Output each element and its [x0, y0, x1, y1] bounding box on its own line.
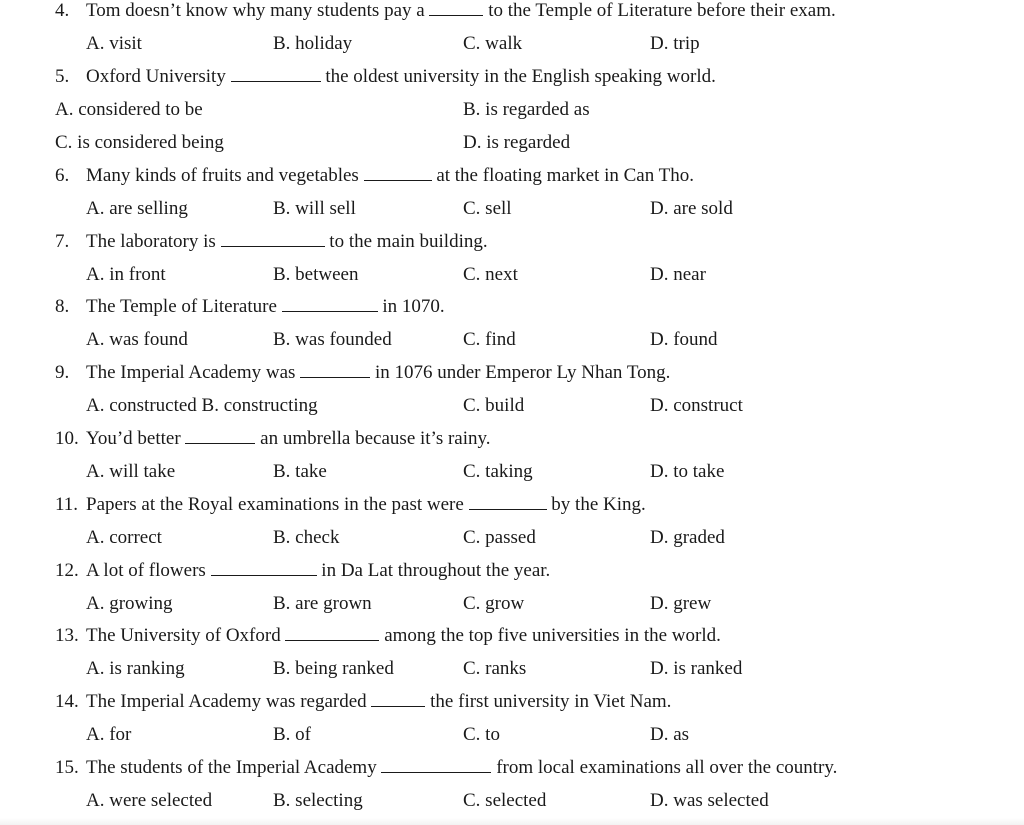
question-12-number: 12.	[55, 560, 79, 581]
question-9-number: 9.	[55, 362, 70, 383]
q13-option-b: B. being ranked	[273, 658, 394, 679]
q8-option-d: D. found	[650, 329, 718, 350]
page-bottom-edge	[0, 818, 1024, 825]
q8-option-b: B. was founded	[273, 329, 392, 350]
q7-option-d: D. near	[650, 264, 706, 285]
question-6-stem: Many kinds of fruits and vegetables at the floating market in Can Tho.	[86, 165, 694, 186]
q10-option-a: A. will take	[86, 461, 176, 482]
q8-option-a: A. was found	[86, 329, 188, 350]
q13-option-a: A. is ranking	[86, 658, 185, 679]
question-8-number: 8.	[55, 296, 70, 317]
question-10-stem: You’d better an umbrella because it’s rainy.	[86, 428, 491, 449]
q10-option-d: D. to take	[650, 461, 725, 482]
question-7-stem: The laboratory is to the main building.	[86, 231, 488, 252]
question-10-number: 10.	[55, 428, 79, 449]
q6-option-b: B. will sell	[273, 198, 356, 219]
q14-option-b: B. of	[273, 724, 311, 745]
question-15-number: 15.	[55, 757, 79, 778]
q4-option-b: B. holiday	[273, 33, 353, 54]
q14-option-d: D. as	[650, 724, 690, 745]
q7-option-c: C. next	[463, 264, 518, 285]
q5-option-b: B. is regarded as	[463, 99, 590, 120]
q7-option-b: B. between	[273, 264, 359, 285]
question-11-number: 11.	[55, 494, 79, 515]
q9-option-ab: A. constructed B. constructing	[86, 395, 318, 416]
q15-option-b: B. selecting	[273, 790, 363, 811]
q5-option-a: A. considered to be	[55, 99, 203, 120]
question-9-stem: The Imperial Academy was in 1076 under Emperor Ly Nhan Tong.	[86, 362, 671, 383]
q11-option-b: B. check	[273, 527, 340, 548]
q15-option-d: D. was selected	[650, 790, 769, 811]
q9-option-d: D. construct	[650, 395, 743, 416]
question-15-stem: The students of the Imperial Academy from local examinations all over the country.	[86, 757, 838, 778]
q5-option-d: D. is regarded	[463, 132, 571, 153]
question-5-number: 5.	[55, 66, 70, 87]
question-13-stem: The University of Oxford among the top five universities in the world.	[86, 625, 721, 646]
q7-option-a: A. in front	[86, 264, 166, 285]
q12-option-d: D. grew	[650, 593, 712, 614]
question-11-stem: Papers at the Royal examinations in the past were by the King.	[86, 494, 646, 515]
q13-option-c: C. ranks	[463, 658, 527, 679]
q4-option-c: C. walk	[463, 33, 523, 54]
q10-option-c: C. taking	[463, 461, 533, 482]
question-4-stem: Tom doesn’t know why many students pay a to the Temple of Literature before their exam.	[86, 0, 836, 21]
question-5-stem: Oxford University the oldest university in the English speaking world.	[86, 66, 716, 87]
question-14-number: 14.	[55, 691, 79, 712]
question-14-stem: The Imperial Academy was regarded the first university in Viet Nam.	[86, 691, 672, 712]
q6-option-a: A. are selling	[86, 198, 188, 219]
q14-option-a: A. for	[86, 724, 132, 745]
q12-option-c: C. grow	[463, 593, 525, 614]
q10-option-b: B. take	[273, 461, 327, 482]
question-13-number: 13.	[55, 625, 79, 646]
question-6-number: 6.	[55, 165, 70, 186]
q6-option-c: C. sell	[463, 198, 512, 219]
q11-option-c: C. passed	[463, 527, 536, 548]
q5-option-c: C. is considered being	[55, 132, 224, 153]
q11-option-d: D. graded	[650, 527, 725, 548]
question-4-number: 4.	[55, 0, 70, 21]
q12-option-a: A. growing	[86, 593, 173, 614]
q9-option-c: C. build	[463, 395, 525, 416]
question-8-stem: The Temple of Literature in 1070.	[86, 296, 445, 317]
q15-option-c: C. selected	[463, 790, 547, 811]
question-7-number: 7.	[55, 231, 70, 252]
q8-option-c: C. find	[463, 329, 516, 350]
question-12-stem: A lot of flowers in Da Lat throughout the year.	[86, 560, 551, 581]
q14-option-c: C. to	[463, 724, 500, 745]
q12-option-b: B. are grown	[273, 593, 372, 614]
q15-option-a: A. were selected	[86, 790, 213, 811]
q13-option-d: D. is ranked	[650, 658, 743, 679]
q6-option-d: D. are sold	[650, 198, 733, 219]
q4-option-d: D. trip	[650, 33, 700, 54]
q11-option-a: A. correct	[86, 527, 162, 548]
q4-option-a: A. visit	[86, 33, 142, 54]
